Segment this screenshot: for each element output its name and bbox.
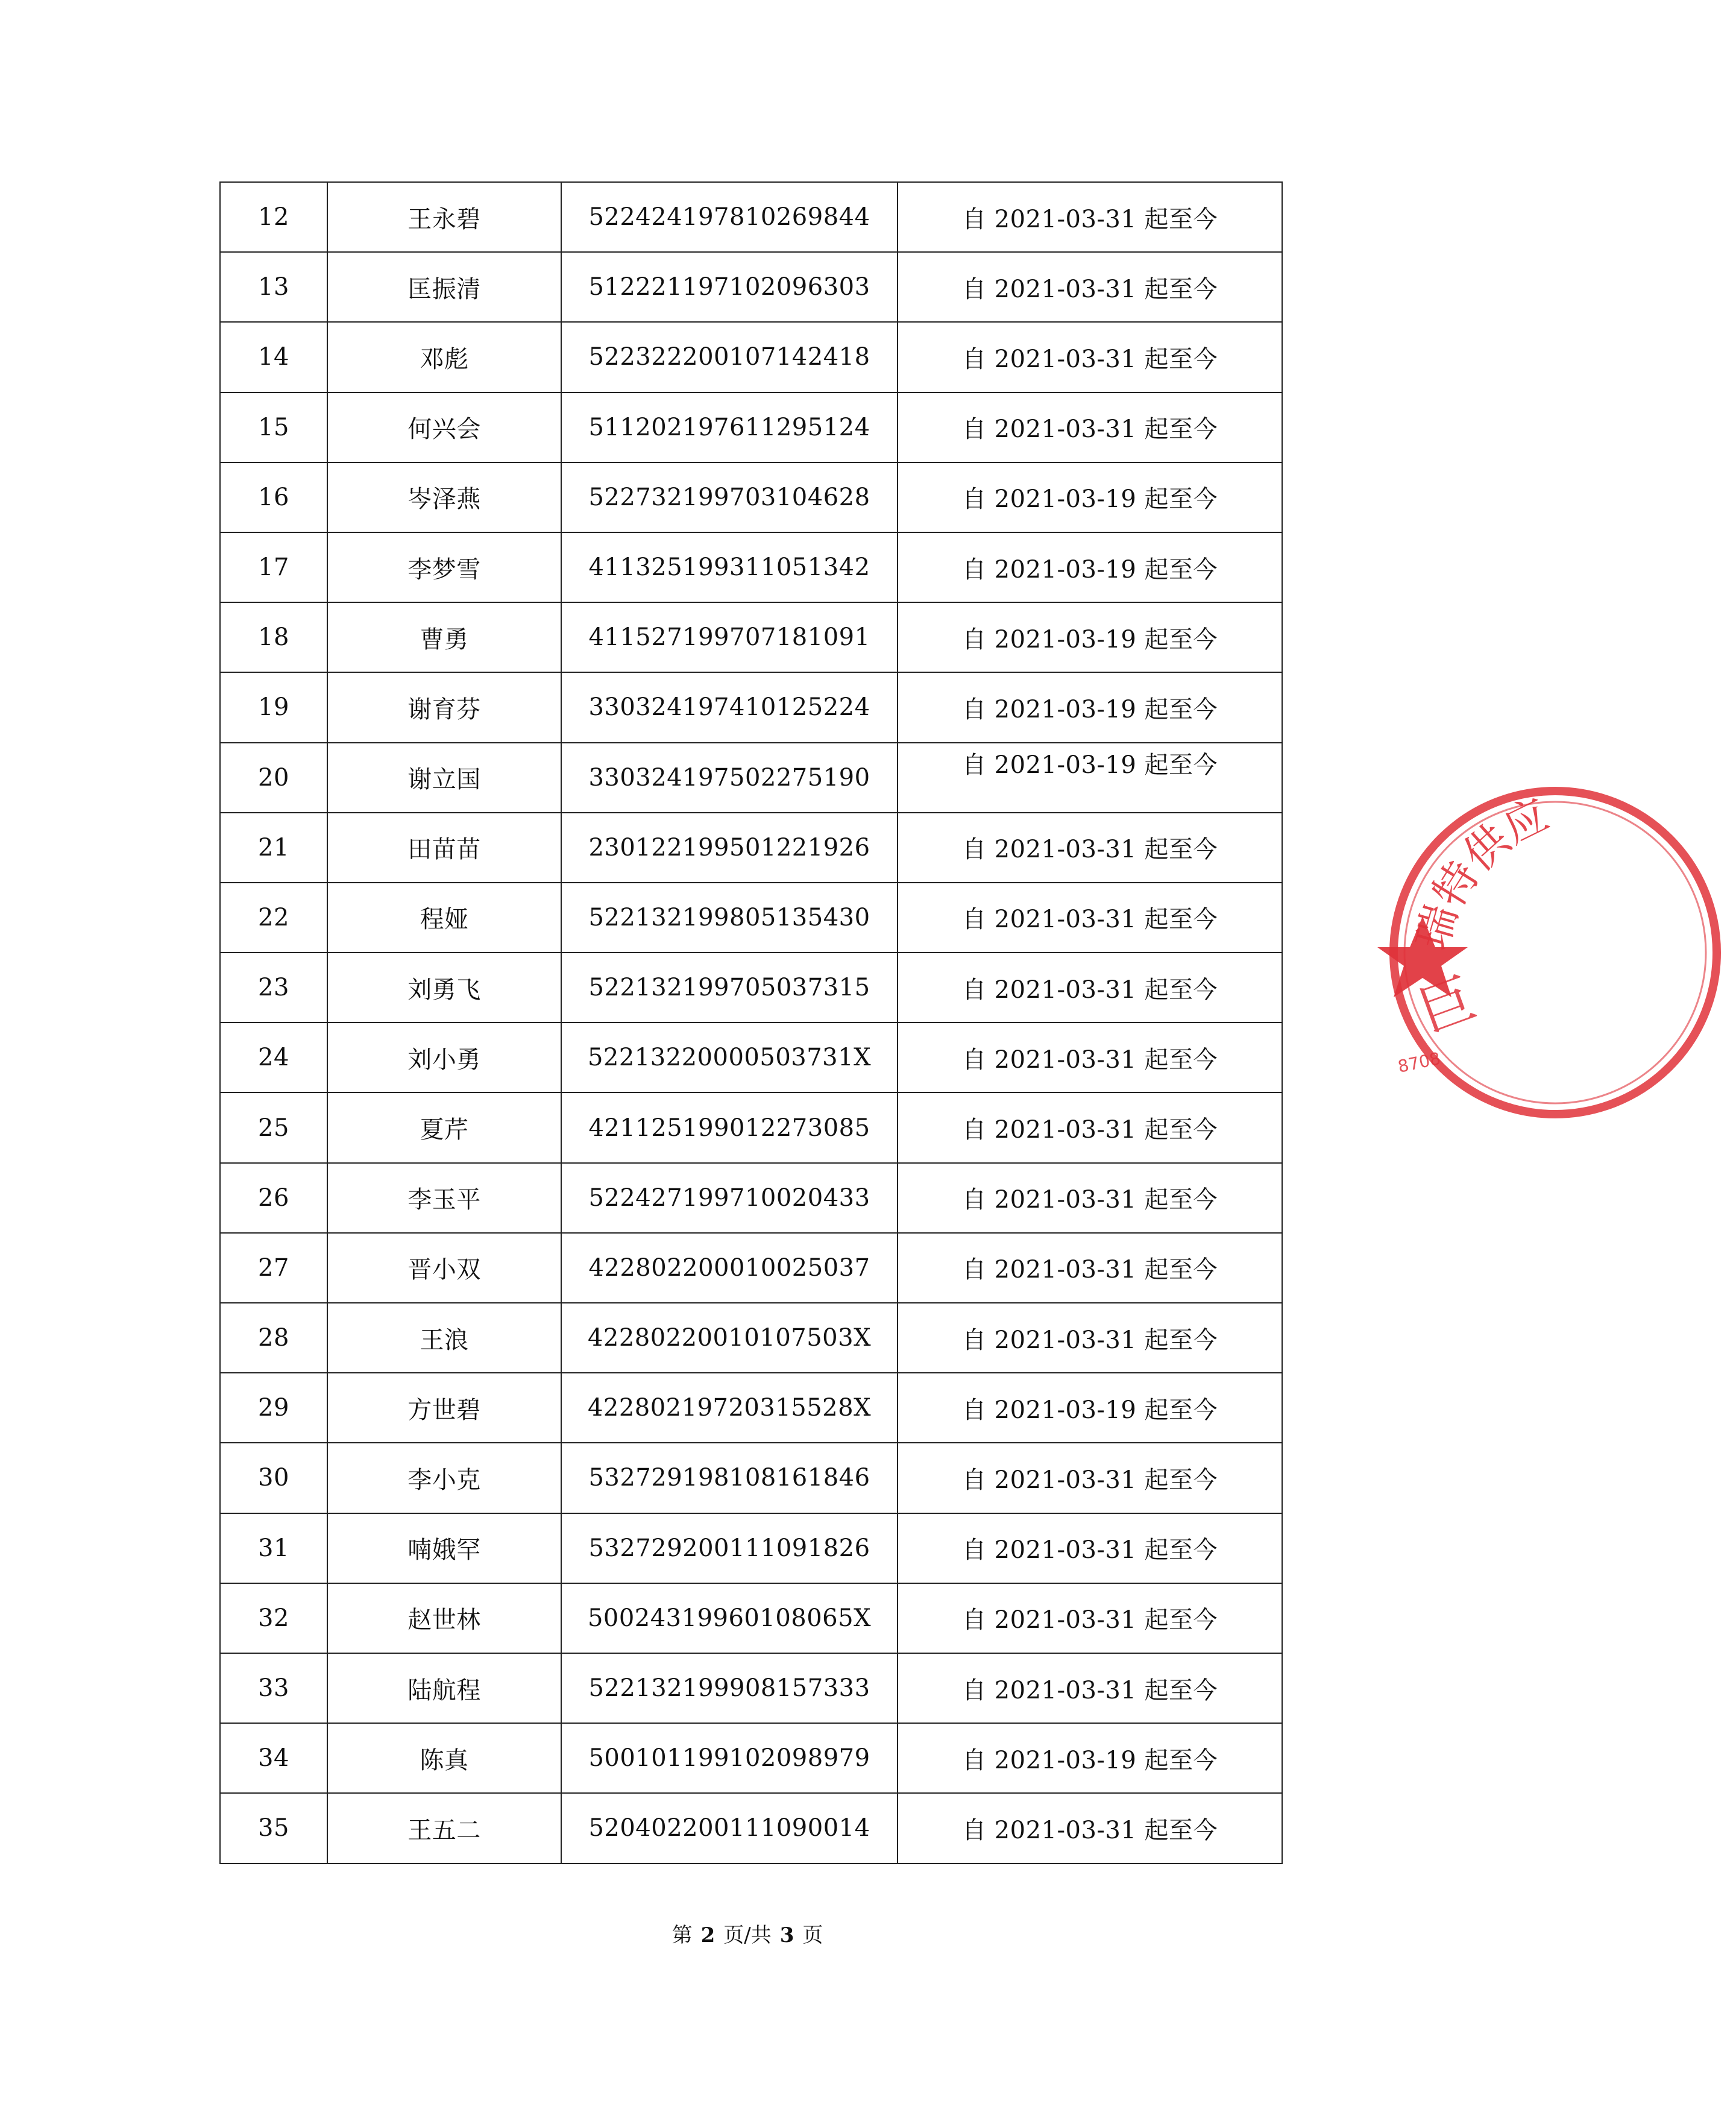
cell-number: 16 (220, 462, 327, 532)
cell-number: 22 (220, 883, 327, 953)
cell-number: 19 (220, 672, 327, 742)
cell-number: 12 (220, 182, 327, 252)
cell-id-number: 532729198108161846 (561, 1443, 898, 1513)
cell-number: 27 (220, 1233, 327, 1303)
cell-number: 21 (220, 813, 327, 883)
cell-name: 李玉平 (327, 1163, 561, 1233)
cell-number: 25 (220, 1092, 327, 1162)
cell-name: 谢立国 (327, 743, 561, 813)
cell-name: 邓彪 (327, 322, 561, 392)
table-row (220, 462, 1282, 532)
seal-graphic (1374, 784, 1736, 1121)
cell-id-number: 532729200111091826 (561, 1513, 898, 1583)
cell-name: 匡振清 (327, 252, 561, 322)
table-row (220, 1163, 1282, 1233)
cell-id-number: 50024319960108065X (561, 1583, 898, 1653)
cell-name: 方世碧 (327, 1373, 561, 1443)
cell-number: 15 (220, 392, 327, 462)
cell-period: 自 2021-03-31 起至今 (898, 883, 1282, 953)
cell-number: 29 (220, 1373, 327, 1443)
table-row (220, 392, 1282, 462)
cell-name: 岑泽燕 (327, 462, 561, 532)
footer-prefix: 第 (671, 1923, 693, 1947)
cell-period: 自 2021-03-19 起至今 (898, 462, 1282, 532)
cell-id-number: 422802200010025037 (561, 1233, 898, 1303)
cell-id-number: 511202197611295124 (561, 392, 898, 462)
table-body (220, 182, 1282, 1864)
cell-number: 35 (220, 1793, 327, 1863)
table-row (220, 532, 1282, 602)
table-row (220, 1583, 1282, 1653)
seal-digits: 8708 (1396, 1048, 1442, 1077)
table-row (220, 602, 1282, 672)
cell-id-number: 42280219720315528X (561, 1373, 898, 1443)
table-row (220, 813, 1282, 883)
cell-period: 自 2021-03-31 起至今 (898, 1793, 1282, 1863)
cell-name: 刘小勇 (327, 1023, 561, 1092)
footer-page-number: 2 (700, 1923, 715, 1947)
cell-id-number: 421125199012273085 (561, 1092, 898, 1162)
table-row (220, 252, 1282, 322)
table-row (220, 1513, 1282, 1583)
cell-name: 晋小双 (327, 1233, 561, 1303)
cell-number: 17 (220, 532, 327, 602)
official-seal (1374, 784, 1557, 1121)
cell-name: 陆航程 (327, 1653, 561, 1723)
cell-id-number: 330324197410125224 (561, 672, 898, 742)
cell-id-number: 522427199710020433 (561, 1163, 898, 1233)
cell-period: 自 2021-03-31 起至今 (898, 1443, 1282, 1513)
table-row (220, 953, 1282, 1023)
cell-name: 夏芹 (327, 1092, 561, 1162)
cell-name: 何兴会 (327, 392, 561, 462)
cell-name: 李小克 (327, 1443, 561, 1513)
table-row (220, 1653, 1282, 1723)
table-row (220, 1233, 1282, 1303)
cell-id-number: 230122199501221926 (561, 813, 898, 883)
cell-id-number: 330324197502275190 (561, 743, 898, 813)
cell-period: 自 2021-03-31 起至今 (898, 953, 1282, 1023)
cell-period: 自 2021-03-19 起至今 (898, 532, 1282, 602)
cell-number: 18 (220, 602, 327, 672)
table-row (220, 672, 1282, 742)
table-row (220, 1092, 1282, 1162)
cell-id-number: 520402200111090014 (561, 1793, 898, 1863)
cell-id-number: 522322200107142418 (561, 322, 898, 392)
cell-id-number: 52213220000503731X (561, 1023, 898, 1092)
cell-name: 陈真 (327, 1723, 561, 1793)
cell-period: 自 2021-03-31 起至今 (898, 1583, 1282, 1653)
cell-id-number: 411527199707181091 (561, 602, 898, 672)
table-row (220, 1443, 1282, 1513)
table-row (220, 1723, 1282, 1793)
table-row (220, 322, 1282, 392)
cell-name: 王五二 (327, 1793, 561, 1863)
cell-number: 13 (220, 252, 327, 322)
cell-period: 自 2021-03-31 起至今 (898, 1513, 1282, 1583)
cell-name: 王永碧 (327, 182, 561, 252)
table-row (220, 1303, 1282, 1373)
cell-name: 王浪 (327, 1303, 561, 1373)
cell-period: 自 2021-03-31 起至今 (898, 1163, 1282, 1233)
cell-number: 32 (220, 1583, 327, 1653)
cell-period: 自 2021-03-31 起至今 (898, 182, 1282, 252)
cell-number: 31 (220, 1513, 327, 1583)
footer-total-pages: 3 (779, 1923, 794, 1947)
cell-number: 23 (220, 953, 327, 1023)
seal-text: 瑞特供应 (1406, 788, 1557, 956)
cell-name: 曹勇 (327, 602, 561, 672)
cell-number: 24 (220, 1023, 327, 1092)
cell-period: 自 2021-03-31 起至今 (898, 392, 1282, 462)
cell-period: 自 2021-03-31 起至今 (898, 322, 1282, 392)
table-row (220, 1023, 1282, 1092)
cell-id-number: 522132199805135430 (561, 883, 898, 953)
cell-period: 自 2021-03-19 起至今 (898, 743, 1282, 813)
cell-id-number: 522732199703104628 (561, 462, 898, 532)
cell-period: 自 2021-03-19 起至今 (898, 602, 1282, 672)
cell-id-number: 522132199705037315 (561, 953, 898, 1023)
cell-number: 33 (220, 1653, 327, 1723)
cell-number: 20 (220, 743, 327, 813)
cell-id-number: 411325199311051342 (561, 532, 898, 602)
footer-suffix: 页 (802, 1923, 823, 1947)
table-row (220, 883, 1282, 953)
table-row (220, 1373, 1282, 1443)
page-footer (0, 1918, 1495, 1948)
cell-number: 26 (220, 1163, 327, 1233)
cell-id-number: 522132199908157333 (561, 1653, 898, 1723)
seal-partial-char: 巨 (1410, 965, 1485, 1045)
cell-id-number: 512221197102096303 (561, 252, 898, 322)
cell-id-number: 42280220010107503X (561, 1303, 898, 1373)
cell-number: 34 (220, 1723, 327, 1793)
cell-period: 自 2021-03-19 起至今 (898, 1723, 1282, 1793)
cell-name: 谢育芬 (327, 672, 561, 742)
cell-period: 自 2021-03-31 起至今 (898, 252, 1282, 322)
cell-name: 程娅 (327, 883, 561, 953)
cell-id-number: 522424197810269844 (561, 182, 898, 252)
cell-period: 自 2021-03-31 起至今 (898, 1023, 1282, 1092)
cell-number: 14 (220, 322, 327, 392)
table-row (220, 743, 1282, 813)
cell-period: 自 2021-03-31 起至今 (898, 1303, 1282, 1373)
cell-number: 30 (220, 1443, 327, 1513)
personnel-table (219, 181, 1283, 1864)
cell-period: 自 2021-03-19 起至今 (898, 672, 1282, 742)
cell-name: 刘勇飞 (327, 953, 561, 1023)
cell-name: 赵世林 (327, 1583, 561, 1653)
table-row (220, 1793, 1282, 1863)
cell-name: 喃娥罕 (327, 1513, 561, 1583)
cell-number: 28 (220, 1303, 327, 1373)
cell-period: 自 2021-03-31 起至今 (898, 1653, 1282, 1723)
cell-period: 自 2021-03-31 起至今 (898, 813, 1282, 883)
cell-id-number: 500101199102098979 (561, 1723, 898, 1793)
cell-period: 自 2021-03-31 起至今 (898, 1092, 1282, 1162)
cell-name: 田苗苗 (327, 813, 561, 883)
cell-period: 自 2021-03-19 起至今 (898, 1373, 1282, 1443)
cell-name: 李梦雪 (327, 532, 561, 602)
cell-period: 自 2021-03-31 起至今 (898, 1233, 1282, 1303)
footer-middle: 页/共 (723, 1923, 772, 1947)
table-row (220, 182, 1282, 252)
